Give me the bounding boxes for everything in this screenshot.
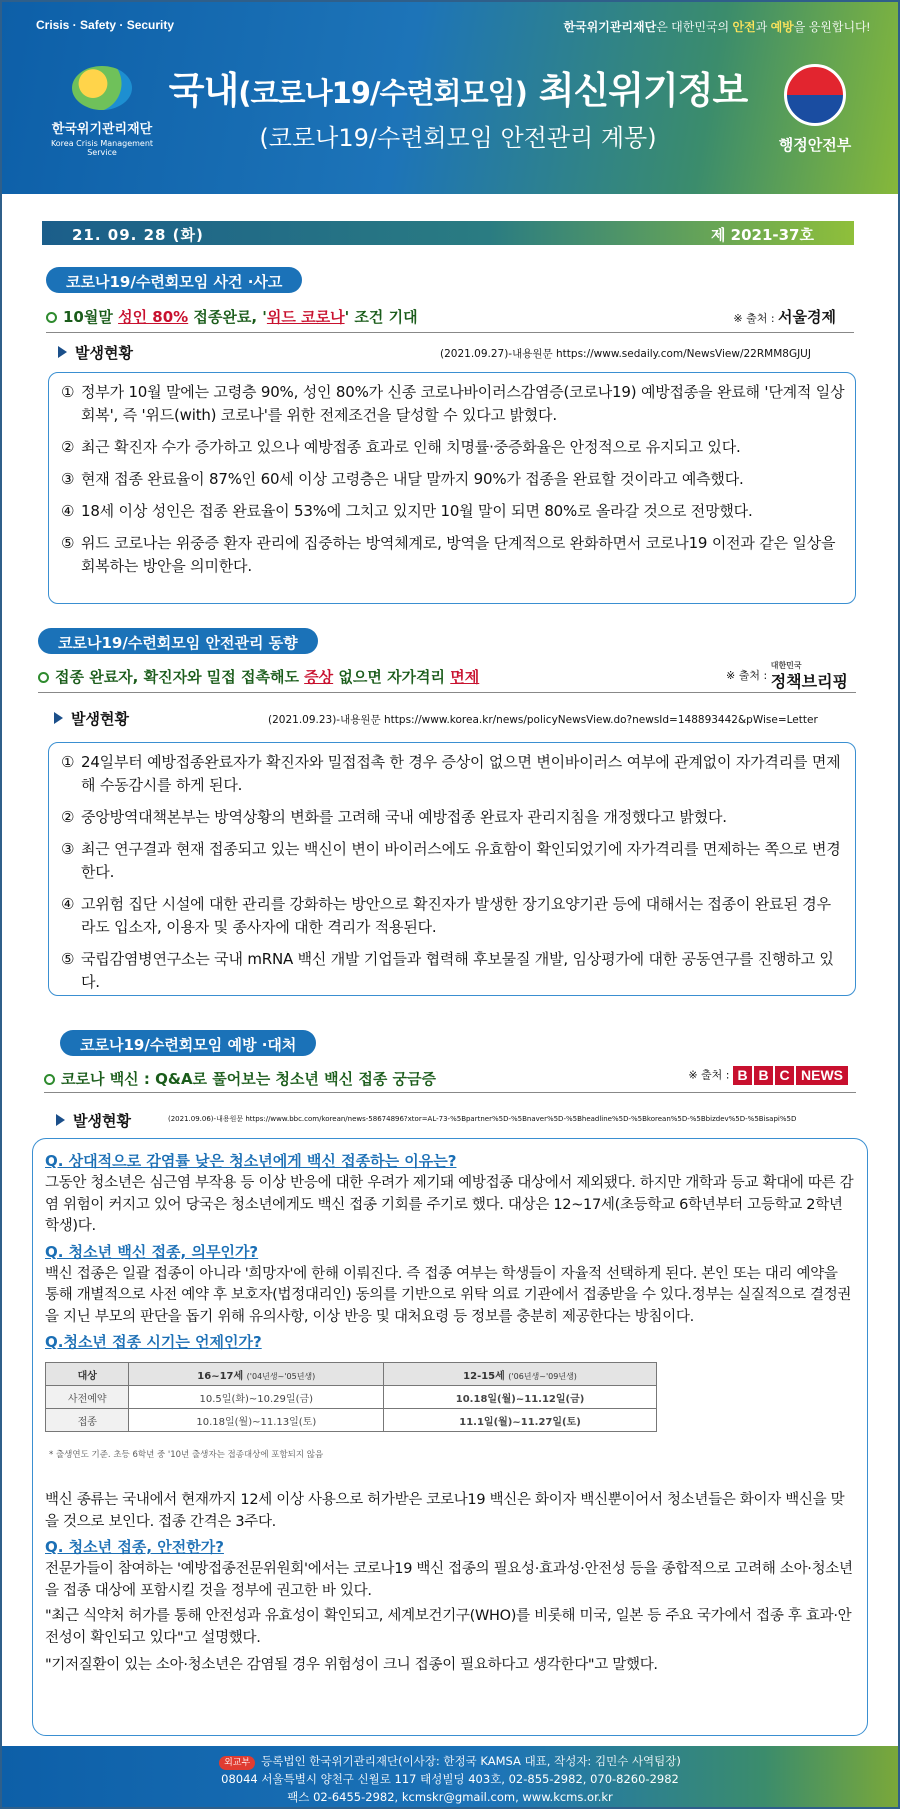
- ministry-name: 행정안전부: [778, 136, 852, 154]
- item-number: ①: [61, 383, 75, 401]
- section1-source: ※ 출처 : 서울경제: [733, 308, 836, 326]
- section1-pill: 코로나19/수련회모임 사건 ·사고: [46, 267, 302, 293]
- org-name: 한국위기관리재단: [51, 122, 153, 137]
- answer-4a: 전문가들이 참여하는 '예방접종전문위원회'에서는 코로나19 백신 접종의 필요성·효과성·안전성 등을 종합적으로 고려해 소아·청소년을 접종 대상에 포함시킬 것을 정부에 권고한 바 있다.: [45, 1561, 853, 1599]
- item-text: 위드 코로나는 위중증 환자 관리에 집중하는 방역체계로, 방역을 단계적으로 완화하면서 코로나19 이전과 같은 일상을 회복하는 방안을 의미한다.: [81, 534, 836, 575]
- page-title: 국내(코로나19/수련회모임) 최신위기정보: [168, 69, 748, 112]
- table-row: [46, 1386, 657, 1409]
- divider: [38, 692, 856, 693]
- issue-date: 21. 09. 28 (화): [72, 226, 204, 244]
- answer-2: 백신 접종은 일괄 접종이 아니라 '희망자'에 한해 이뤄진다. 즉 접종 여부는 학생들이 자율적 선택하게 된다. 본인 또는 대리 예약을 통해 개별적으로 사전 예약 후 보호자(법정대리인) 동의를 기반으로 위탁 의료 기관에서 접종받을 수 있다.정부는 실질적으로 결정권을 지닌 부모의 판단을 돕기 위해 유의사항, 이상 반응 및 대처요령 등 정보를 충분히 제공한다는 방침이다.: [45, 1265, 852, 1325]
- item-text: 현재 접종 완료율이 87%인 60세 이상 고령층은 내달 말까지 90%가 접종을 완료할 것이라고 예측했다.: [81, 470, 744, 488]
- circle-bullet-icon: [46, 312, 57, 323]
- circle-bullet-icon: [38, 672, 49, 683]
- section3-box: [32, 1138, 868, 1736]
- item-number: ⑤: [61, 950, 75, 968]
- triangle-icon: [58, 346, 67, 358]
- section2-reference-link[interactable]: (2021.09.23)-내용원문 https://www.korea.kr/news/policyNewsView.do?newsId=148893442&pWise=Letter: [268, 714, 818, 726]
- item-number: ②: [61, 438, 75, 456]
- answer-4b: "최근 식약처 허가를 통해 안전성과 유효성이 확인되고, 세계보건기구(WHO)를 비롯해 미국, 일본 등 주요 국가에서 접종 후 효과·안전성이 확인되고 있다"고 설명했다.: [45, 1608, 852, 1646]
- item-number: ③: [61, 470, 75, 488]
- section3-pill: 코로나19/수련회모임 예방 ·대처: [60, 1030, 316, 1056]
- item-number: ①: [61, 753, 75, 771]
- footer: [2, 1746, 898, 1809]
- table-cell: 10.5일(화)~10.29일(금): [129, 1386, 384, 1409]
- divider: [46, 332, 854, 333]
- policy-briefing-logo: 대한민국 정책브리핑: [770, 661, 848, 691]
- section3-reference-link[interactable]: (2021.09.06)-내용원문 https://www.bbc.com/korean/news-58674896?xtor=AL-73-%5Bpartner%5D-%5Bnaver%5D-%5Bheadline%5D-%5Bkorean%5D-%5Bbizdev%5D-%5Bisapi%5D: [168, 1115, 797, 1123]
- foundation-logo: [42, 66, 162, 157]
- list-item: [61, 751, 845, 797]
- table-header: 16~17세 ('04년생~'05년생): [129, 1363, 384, 1386]
- item-text: 국립감염병연구소는 국내 mRNA 백신 개발 기업들과 협력해 후보물질 개발, 임상평가에 대한 공동연구를 진행하고 있다.: [81, 950, 834, 991]
- table-cell: 10.18일(월)~11.13일(토): [129, 1409, 384, 1432]
- list-item: [61, 381, 845, 427]
- triangle-icon: [54, 712, 63, 724]
- hands-logo-icon: [72, 66, 132, 110]
- vaccination-schedule-table: [45, 1362, 657, 1432]
- triangle-icon: [56, 1114, 65, 1126]
- circle-bullet-icon: [44, 1074, 55, 1085]
- list-item: [61, 436, 845, 459]
- item-text: 중앙방역대책본부는 방역상황의 변화를 고려해 국내 예방접종 완료자 관리지침을 개정했다고 밝혔다.: [81, 808, 727, 826]
- item-text: 고위험 집단 시설에 대한 관리를 강화하는 방안으로 확진자가 발생한 장기요양기관 등에 대해서는 접종이 완료된 경우라도 입소자, 이용자 및 종사자에 대한 격리가 적용된다.: [81, 895, 831, 936]
- item-text: 24일부터 예방접종완료자가 확진자와 밀접접촉 한 경우 증상이 없으면 변이바이러스 여부에 관계없이 자가격리를 면제해 수동감시를 하게 된다.: [81, 753, 841, 794]
- ministry-logo: [770, 64, 860, 155]
- question-4: Q. 청소년 접종, 안전한가?: [45, 1538, 224, 1556]
- date-bar: [42, 221, 854, 245]
- footer-line: 등록법인 한국위기관리재단(이사장: 한정국 KAMSA 대표, 작성자: 김민수 사역팀장): [261, 1754, 681, 1768]
- org-name-eng: Korea Crisis Management Service: [50, 139, 154, 157]
- list-item: [61, 893, 845, 939]
- section3-headline: 코로나 백신 : Q&A로 풀어보는 청소년 백신 접종 궁금증: [44, 1068, 436, 1089]
- table-header: 대상: [46, 1363, 129, 1386]
- footer-contact[interactable]: 팩스 02-6455-2982, kcmskr@gmail.com, www.kcms.or.kr: [287, 1790, 613, 1804]
- item-number: ④: [61, 502, 75, 520]
- bbc-news-logo: B B C NEWS: [733, 1066, 848, 1085]
- section2-headline: 접종 완료자, 확진자와 밀접 접촉해도 증상 없으면 자가격리 면제: [38, 666, 479, 687]
- list-item: [61, 468, 845, 491]
- table-row: [46, 1409, 657, 1432]
- section3-status: 발생현황: [56, 1110, 131, 1131]
- issue-number: 제 2021-37호: [710, 226, 814, 244]
- item-number: ③: [61, 840, 75, 858]
- list-item: [61, 806, 845, 829]
- header-banner: [2, 2, 898, 194]
- item-number: ⑤: [61, 534, 75, 552]
- item-text: 최근 연구결과 현재 접종되고 있는 백신이 변이 바이러스에도 유효함이 확인되었기에 자가격리를 면제하는 쪽으로 변경한다.: [81, 840, 841, 881]
- table-cell: 11.1일(월)~11.27일(토): [384, 1409, 657, 1432]
- tagline-right: 한국위기관리재단은 대한민국의 안전과 예방을 응원합니다!: [563, 20, 870, 34]
- section2-box: [48, 742, 856, 996]
- taegeuk-icon: [784, 64, 846, 126]
- table-footnote: * 출생연도 기준. 초등 6학년 중 '10년 출생자는 접종대상에 포함되지 않음: [49, 1450, 324, 1460]
- item-number: ④: [61, 895, 75, 913]
- list-item: [61, 532, 845, 578]
- question-3: Q.청소년 접종 시기는 언제인가?: [45, 1333, 262, 1351]
- table-cell: 10.18일(월)~11.12일(금): [384, 1386, 657, 1409]
- table-cell: 사전예약: [46, 1386, 129, 1409]
- table-header: 12-15세 ('06년생~'09년생): [384, 1363, 657, 1386]
- section2-status: 발생현황: [54, 708, 129, 729]
- footer-address: 08044 서울특별시 양천구 신월로 117 태성빌딩 403호, 02-855-2982, 070-8260-2982: [221, 1772, 679, 1786]
- answer-1: 그동안 청소년은 심근염 부작용 등 이상 반응에 대한 우려가 제기돼 예방접종 대상에서 제외됐다. 하지만 개학과 등교 확대에 따른 감염 위험이 커지고 있어 당국은 청소년에게도 백신 접종 기회를 주기로 했다. 대상은 12~17세(초등학교 6학년부터 고등학교 2학년 학생)다.: [45, 1175, 854, 1234]
- question-2: Q. 청소년 백신 접종, 의무인가?: [45, 1242, 259, 1261]
- mofa-logo-icon: 외교부: [219, 1756, 255, 1770]
- list-item: [61, 948, 845, 994]
- section1-box: [48, 372, 856, 604]
- tagline-left: Crisis · Safety · Security: [36, 18, 175, 32]
- section1-reference-link[interactable]: (2021.09.27)-내용원문 https://www.sedaily.com/NewsView/22RMM8GJUJ: [440, 348, 811, 360]
- table-cell: 접종: [46, 1409, 129, 1432]
- divider: [44, 1092, 856, 1093]
- item-text: 최근 확진자 수가 증가하고 있으나 예방접종 효과로 인해 치명률·중증화율은 안정적으로 유지되고 있다.: [81, 438, 741, 456]
- section3-source: ※ 출처 : B B C NEWS: [688, 1066, 848, 1085]
- item-number: ②: [61, 808, 75, 826]
- page-subtitle: (코로나19/수련회모임 안전관리 계몽): [259, 124, 657, 152]
- list-item: [61, 838, 845, 884]
- section2-source: ※ 출처 : 대한민국 정책브리핑: [726, 661, 848, 691]
- item-text: 18세 이상 성인은 접종 완료율이 53%에 그치고 있지만 10월 말이 되면 80%로 올라갈 것으로 전망했다.: [81, 502, 753, 520]
- answer-3: 백신 종류는 국내에서 현재까지 12세 이상 사용으로 허가받은 코로나19 백신은 화이자 백신뿐이어서 청소년들은 화이자 백신을 맞을 것으로 보인다. 접종 간격은 3주다.: [45, 1492, 845, 1530]
- question-1: Q. 상대적으로 감염률 낮은 청소년에게 백신 접종하는 이유는?: [45, 1152, 457, 1170]
- section1-status: 발생현황: [58, 342, 133, 363]
- section2-pill: 코로나19/수련회모임 안전관리 동향: [38, 628, 318, 654]
- list-item: [61, 500, 845, 523]
- item-text: 정부가 10월 말에는 고령층 90%, 성인 80%가 신종 코로나바이러스감염증(코로나19) 예방접종을 완료해 '단계적 일상회복', 즉 '위드(with) 코로나'를 위한 전제조건을 달성할 수 있다고 밝혔다.: [81, 383, 845, 424]
- answer-4c: "기저질환이 있는 소아·청소년은 감염될 경우 위험성이 크니 접종이 필요하다고 생각한다"고 말했다.: [45, 1657, 658, 1673]
- section1-headline: 10월말 성인 80% 접종완료, '위드 코로나' 조건 기대: [46, 306, 418, 327]
